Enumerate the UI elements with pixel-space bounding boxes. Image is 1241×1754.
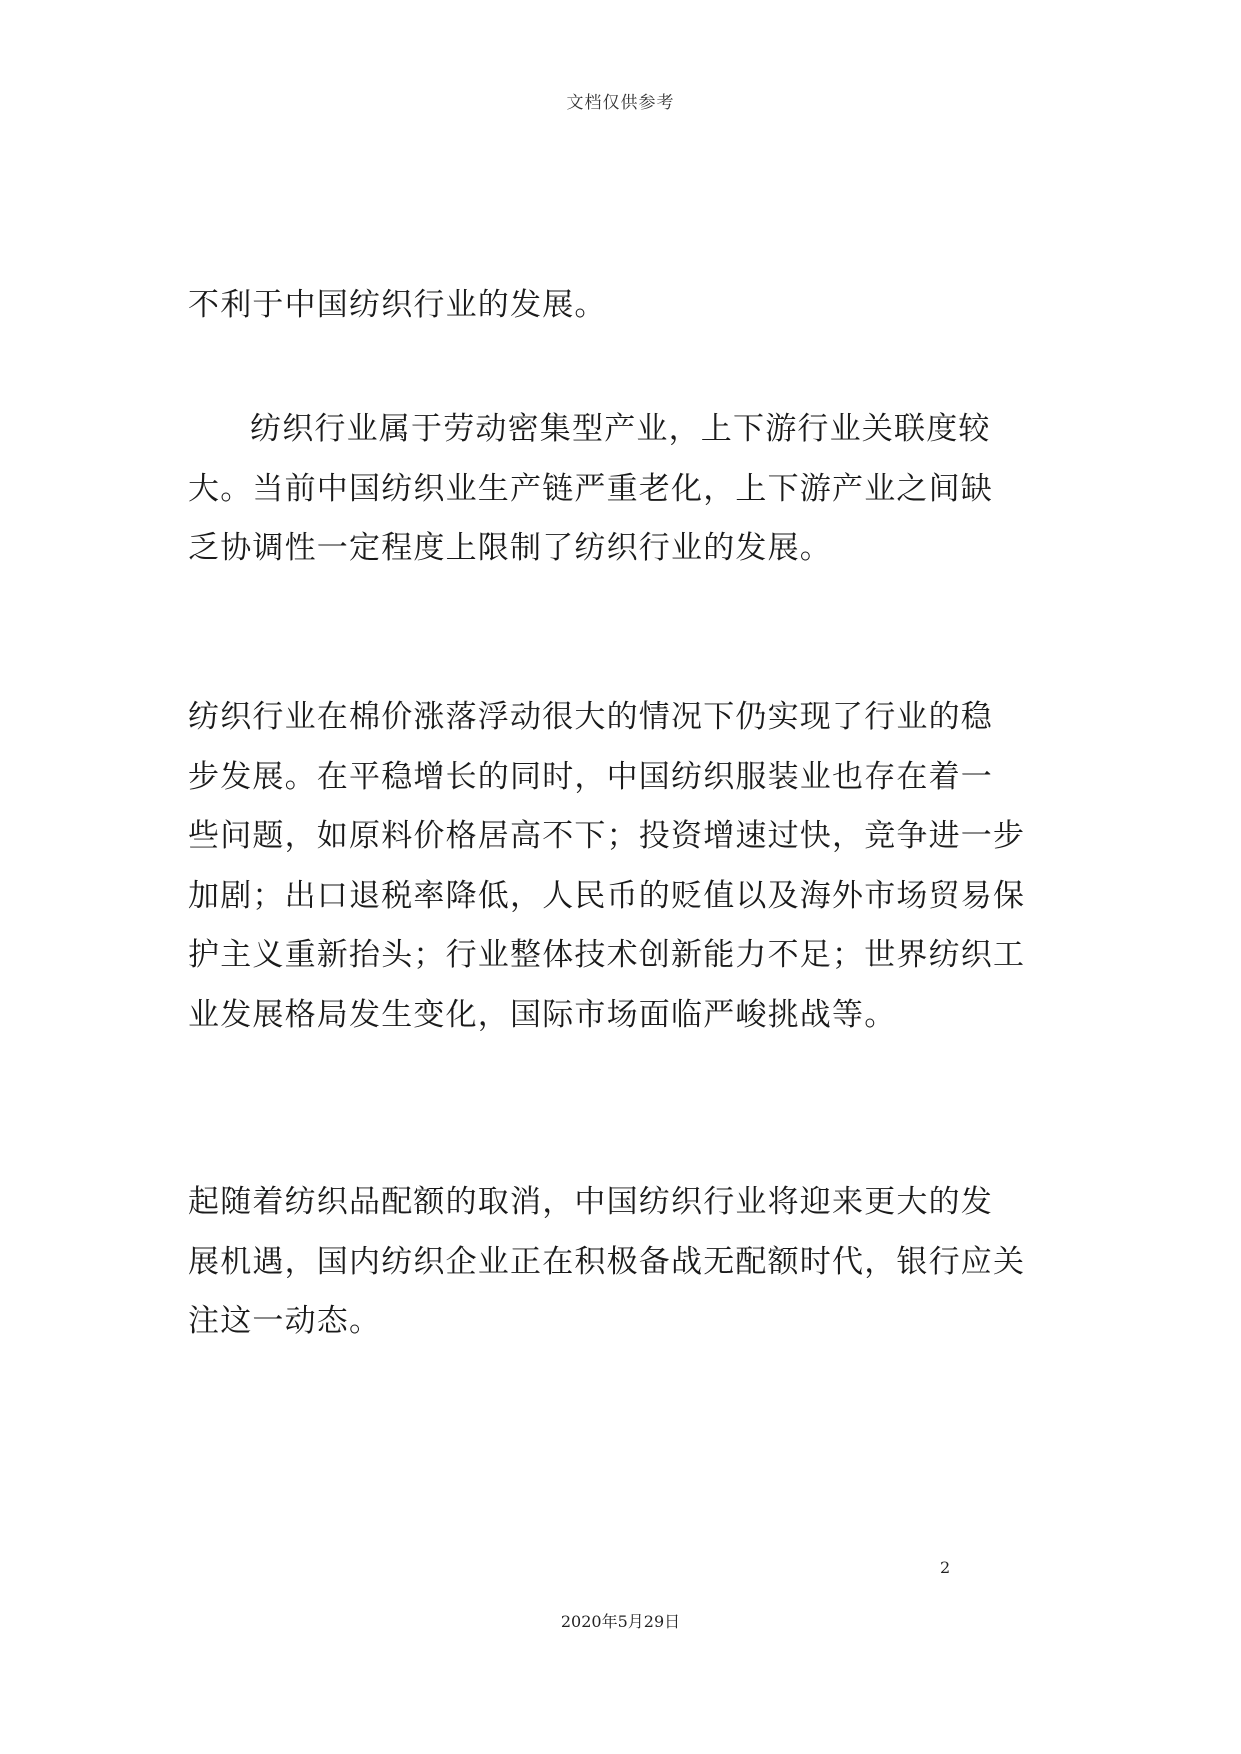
paragraph-line: 些问题，如原料价格居高不下；投资增速过快，竞争进一步 bbox=[188, 818, 1026, 854]
paragraph-line: 护主义重新抬头；行业整体技术创新能力不足；世界纺织工 bbox=[188, 937, 1026, 973]
paragraph-line: 乏协调性一定程度上限制了纺织行业的发展。 bbox=[188, 530, 832, 566]
paragraph-line: 加剧；出口退税率降低，人民币的贬值以及海外市场贸易保 bbox=[188, 877, 1026, 914]
paragraph-line: 纺织行业属于劳动密集型产业，上下游行业关联度较 bbox=[250, 411, 991, 447]
paragraph-line: 业发展格局发生变化，国际市场面临严峻挑战等。 bbox=[188, 996, 897, 1033]
paragraph-line: 注这一动态。 bbox=[188, 1303, 382, 1339]
paragraph-line: 步发展。在平稳增长的同时，中国纺织服装业也存在着一 bbox=[188, 758, 993, 795]
paragraph-line: 大。当前中国纺织业生产链严重老化，上下游产业之间缺 bbox=[188, 470, 993, 507]
paragraph-4 bbox=[188, 1173, 1026, 1352]
paragraph-2 bbox=[188, 400, 993, 579]
page-number: 2 bbox=[940, 1558, 951, 1577]
header-watermark: 文档仅供参考 bbox=[566, 93, 675, 113]
paragraph-line: 展机遇，国内纺织企业正在积极备战无配额时代，银行应关 bbox=[188, 1243, 1026, 1280]
paragraph-line: 起随着纺织品配额的取消，中国纺织行业将迎来更大的发 bbox=[188, 1184, 993, 1220]
paragraph-line: 纺织行业在棉价涨落浮动很大的情况下仍实现了行业的稳 bbox=[188, 699, 993, 735]
paragraph-line: 不利于中国纺织行业的发展。 bbox=[188, 287, 607, 323]
paragraph-3 bbox=[188, 688, 1026, 1045]
paragraph-1 bbox=[188, 276, 963, 336]
footer-date: 2020年5月29日 bbox=[560, 1612, 681, 1631]
